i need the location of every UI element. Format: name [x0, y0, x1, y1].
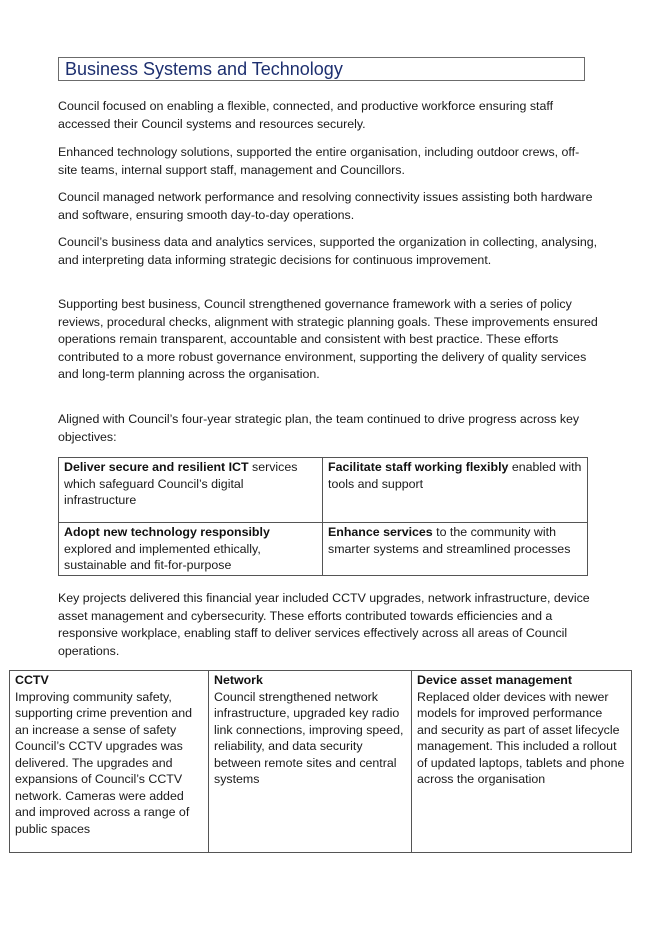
objective-cell	[323, 523, 588, 576]
paragraph-strategic-plan: Aligned with Council’s four-year strategic plan, the team continued to drive progress across key objectives:	[58, 412, 580, 444]
objective-cell	[323, 458, 588, 523]
objectives-row	[59, 523, 588, 576]
paragraph-technology-solutions: Enhanced technology solutions, supported the entire organisation, including outdoor crews, off-site teams, internal support staff, management and Councillors.	[58, 145, 580, 177]
objective-heading: Adopt new technology responsibly	[64, 525, 270, 539]
projects-row	[10, 671, 632, 853]
objective-cell	[59, 523, 323, 576]
objective-text: enabled with tools and support	[328, 460, 582, 491]
objectives-row	[59, 458, 588, 523]
objective-heading: Facilitate staff working flexibly	[328, 460, 509, 474]
project-body: Replaced older devices with newer models for improved performance and security as part of asset lifecycle management. This included a rollout of updated laptops, tablets and phone across the organisation	[417, 689, 625, 786]
project-heading: CCTV	[15, 673, 49, 687]
paragraph-workforce: Council focused on enabling a flexible, connected, and productive workforce ensuring staff accessed their Council systems and resources securely.	[58, 99, 554, 131]
objective-heading: Deliver secure and resilient ICT	[64, 460, 249, 474]
page-title: Business Systems and Technology	[65, 59, 343, 79]
objective-text: explored and implemented ethically, sustainable and fit-for-purpose	[64, 541, 261, 572]
project-heading: Network	[214, 673, 263, 687]
project-body: Improving community safety, supporting crime prevention and an increase a sense of safety Council’s CCTV upgrades was delivered. The upgrades and expansions of Council’s CCTV network. Cameras were added and improved across a range of public spaces	[15, 689, 193, 836]
objectives-table	[58, 457, 588, 576]
project-heading: Device asset management	[417, 673, 572, 687]
paragraph-data-analytics: Council’s business data and analytics services, supported the organization in collecting, analysing, and interpreting data informing strategic decisions for continuous improvement.	[58, 235, 598, 267]
paragraph-network-performance: Council managed network performance and resolving connectivity issues assisting both hardware and software, ensuring smooth day-to-day operations.	[58, 190, 593, 222]
project-cell-network	[209, 671, 412, 853]
section-title-box	[58, 57, 585, 81]
objective-heading: Enhance services	[328, 525, 433, 539]
project-body: Council strengthened network infrastructure, upgraded key radio link connections, improving speed, reliability, and data security between remote sites and central systems	[214, 689, 404, 786]
objective-text: services which safeguard Council’s digital infrastructure	[64, 460, 298, 507]
objective-text: to the community with smarter systems and streamlined processes	[328, 525, 571, 556]
project-cell-cctv	[10, 671, 209, 853]
projects-table	[9, 670, 632, 853]
paragraph-governance: Supporting best business, Council strengthened governance framework with a series of policy reviews, procedural checks, alignment with strategic planning goals. These improvements ensured operations remain transparent, accountable and consistent with best practice. These efforts contributed to a more robust governance environment, supporting the delivery of quality services and long-term planning across the organisation.	[58, 297, 598, 382]
objective-cell	[59, 458, 323, 523]
project-cell-device-asset-management	[412, 671, 632, 853]
paragraph-key-projects: Key projects delivered this financial year included CCTV upgrades, network infrastructure, device asset management and cybersecurity. These efforts contributed towards efficiencies and a responsive workplace, enabling staff to deliver services effectively across all areas of Council operations.	[58, 591, 590, 658]
